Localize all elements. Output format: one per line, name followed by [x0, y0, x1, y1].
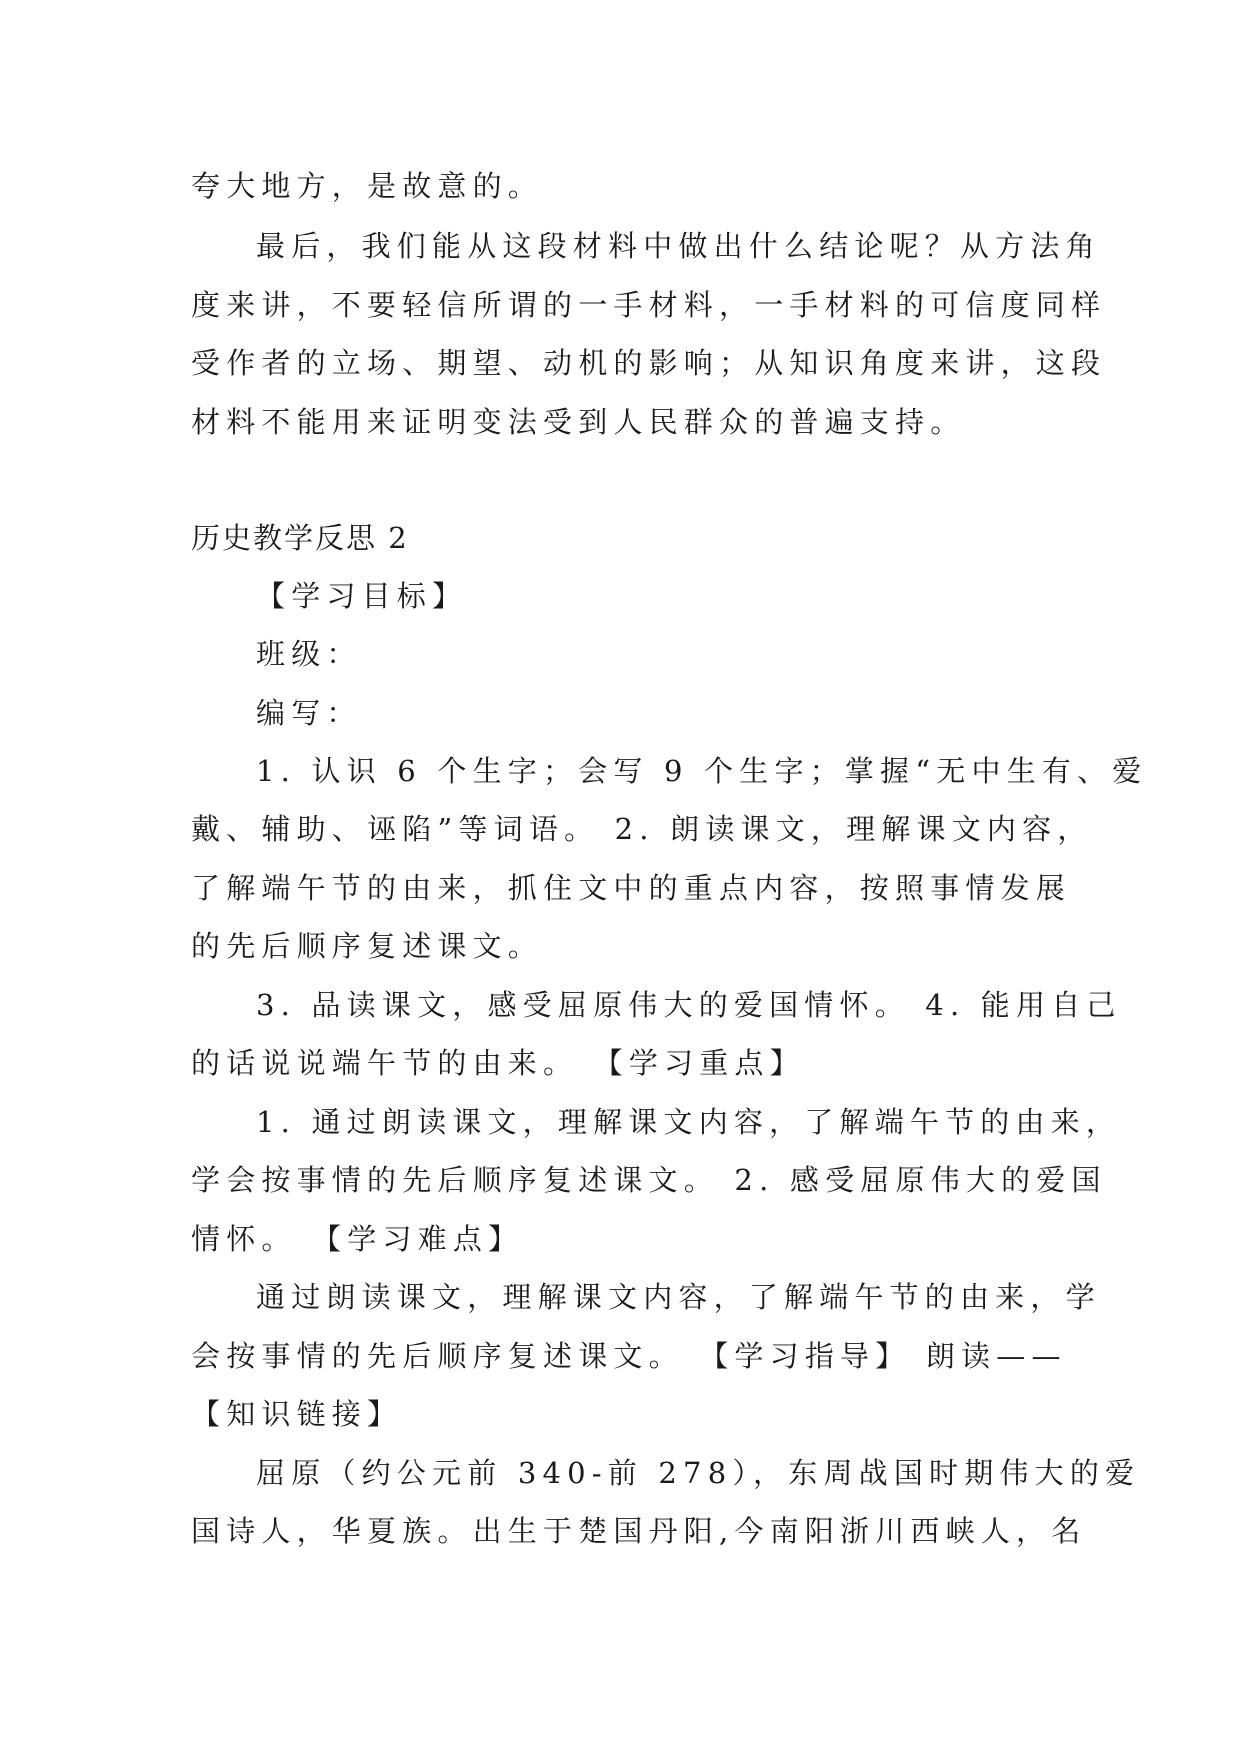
paragraph-line: 1. 通过朗读课文，理解课文内容，了解端午节的由来， — [256, 1105, 1122, 1139]
paragraph-line: 度来讲，不要轻信所谓的一手材料，一手材料的可信度同样 — [191, 288, 1107, 322]
form-label-author: 编写： — [256, 696, 362, 730]
paragraph-line: 的先后顺序复述课文。 — [191, 929, 544, 963]
paragraph-line: 会按事情的先后顺序复述课文。 【学习指导】 朗读—— — [191, 1339, 1067, 1373]
paragraph-line: 了解端午节的由来，抓住文中的重点内容，按照事情发展 — [191, 871, 1072, 905]
form-label-class: 班级： — [256, 637, 362, 671]
paragraph-line: 戴、辅助、诬陷”等词语。 2. 朗读课文，理解课文内容， — [191, 812, 1093, 846]
subsection-heading: 【知识链接】 — [191, 1397, 403, 1431]
paragraph-line: 屈原（约公元前 340-前 278），东周战国时期伟大的爱 — [256, 1456, 1141, 1490]
paragraph-line: 通过朗读课文，理解课文内容，了解端午节的由来，学 — [256, 1280, 1101, 1314]
paragraph-line: 1. 认识 6 个生字；会写 9 个生字；掌握“无中生有、爱 — [256, 754, 1148, 788]
section-title: 历史教学反思 2 — [191, 521, 409, 555]
paragraph-line: 夸大地方，是故意的。 — [191, 169, 544, 203]
subsection-heading: 【学习目标】 — [256, 579, 468, 613]
paragraph-line: 受作者的立场、期望、动机的影响；从知识角度来讲，这段 — [191, 346, 1107, 380]
paragraph-line: 3. 品读课文，感受屈原伟大的爱国情怀。 4. 能用自己 — [256, 988, 1122, 1022]
paragraph-line: 材料不能用来证明变法受到人民群众的普遍支持。 — [191, 405, 966, 439]
paragraph-line: 最后，我们能从这段材料中做出什么结论呢？从方法角 — [256, 229, 1101, 263]
paragraph-line: 学会按事情的先后顺序复述课文。 2. 感受屈原伟大的爱国 — [191, 1163, 1107, 1197]
paragraph-line: 国诗人，华夏族。出生于楚国丹阳,今南阳浙川西峡人，名 — [191, 1514, 1087, 1548]
paragraph-line: 情怀。 【学习难点】 — [191, 1222, 524, 1256]
paragraph-line: 的话说说端午节的由来。 【学习重点】 — [191, 1046, 805, 1080]
